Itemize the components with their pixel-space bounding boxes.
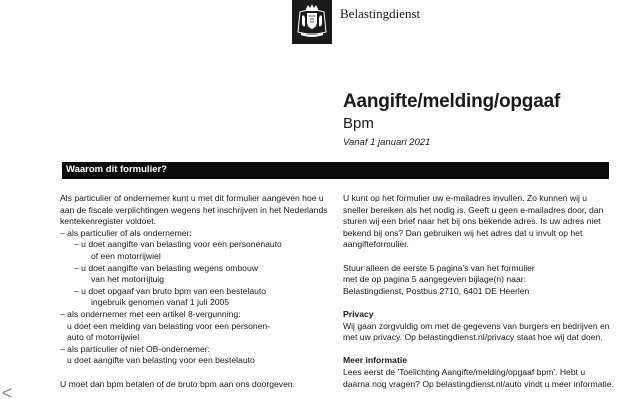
intro-line: kentekenregister voldoet. [60, 216, 157, 227]
chevron-left-icon[interactable]: < [1, 383, 13, 403]
email-paragraph-line: aangifteformulier. [343, 239, 409, 250]
effective-date: Vanaf 1 januari 2021 [343, 137, 431, 148]
right-column [343, 193, 613, 390]
list-item: – u doet aangifte van belasting voor een personenauto [74, 239, 282, 250]
send-instruction-line: met de op pagina 5 aangegeven bijlage(n) naar: [343, 274, 526, 285]
list-item: u doet een melding van belasting voor een personen- [67, 320, 271, 331]
intro-line: aan de fiscale verplichtingen wegens het inschrijven in het Nederlands [60, 204, 328, 215]
privacy-text-line: Wij gaan zorgvuldig om met de gegevens van burgers en bedrijven en [343, 320, 610, 331]
list-item: – u doet aangifte van belasting wegens ombouw [74, 262, 258, 273]
document-title: Aangifte/melding/opgaaf [343, 91, 561, 112]
list-group-label: – als ondernemer met een artikel 8-vergunning: [60, 308, 241, 319]
list-item: u doet aangifte van belasting voor een bestelauto [67, 355, 255, 366]
organization-name: Belastingdienst [340, 6, 421, 21]
email-paragraph-line: sneller bereiken als het nodig is. Geeft u geen e-mailadres door, dan [343, 204, 604, 215]
send-instruction-line: Stuur alleen de eerste 5 pagina's van het formulier [343, 262, 535, 273]
email-paragraph-line: bekend bij ons? Dan gebruiken wij het adres dat u invult op het [343, 227, 583, 238]
email-paragraph-line: U kunt op het formulier uw e-mailadres invullen. Zo kunnen wij u [343, 193, 588, 203]
privacy-text-line: met uw privacy. Op belastingdienst.nl/privacy staat hoe wij dat doen. [343, 332, 603, 343]
royal-coat-of-arms-icon [292, 0, 332, 44]
section-heading: Waarom dit formulier? [66, 164, 167, 175]
closing-text: U moet dan bpm betalen of de bruto bpm aan ons doorgeven. [60, 378, 296, 389]
more-info-text-line: daarna nog vragen? Op belastingdienst.nl/auto vindt u meer informatie. [343, 378, 614, 389]
more-info-text-line: Lees eerst de 'Toelichting Aangifte/melding/opgaaf bpm'. Hebt u [343, 366, 586, 377]
list-item-continued: auto of motorrijwiel [67, 332, 140, 343]
send-instruction-line: Belastingdienst, Postbus 2710, 6401 DE Heerlen [343, 285, 530, 296]
section-header-accent [58, 162, 62, 179]
privacy-heading: Privacy [343, 308, 374, 319]
list-group-label: – als particulier of niet OB-ondernemer: [60, 343, 210, 354]
left-column [60, 193, 336, 390]
email-paragraph-line: sturen wij een brief naar het bij ons bekende adres. Is uw adres niet [343, 216, 601, 227]
section-header-bar [58, 162, 609, 179]
document-subtitle: Bpm [343, 115, 374, 132]
intro-line: Als particulier of ondernemer kunt u met dit formulier aangeven hoe u [60, 193, 324, 203]
more-info-heading: Meer informatie [343, 355, 407, 366]
list-item-continued: of een motorrijwiel [91, 250, 161, 261]
list-item: – u doet opgaaf van bruto bpm van een bestelauto [74, 285, 267, 296]
list-group-label: – als particulier of als ondernemer: [60, 227, 192, 238]
list-item-continued: van het motorrijtuig [91, 274, 165, 285]
list-item-continued: ingebruik genomen vanaf 1 juli 2005 [91, 297, 230, 308]
